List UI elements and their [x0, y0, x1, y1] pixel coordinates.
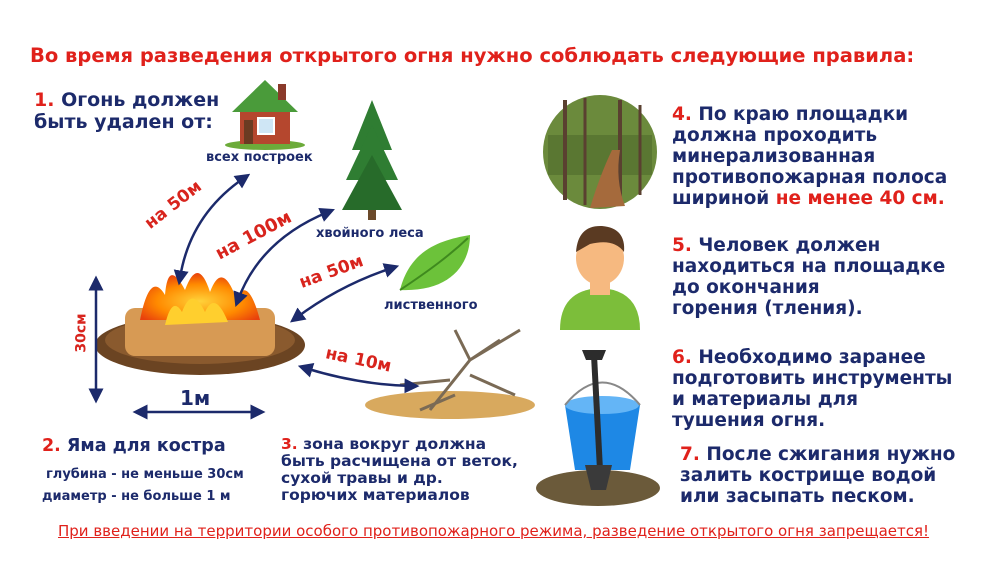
house-icon: [225, 80, 305, 150]
rule-6-line3: и материалы для: [672, 389, 859, 410]
rule-4-line5: шириной: [672, 188, 770, 209]
bucket-shovel-icon: [536, 350, 660, 506]
distance-conifer: на 100м: [211, 206, 296, 265]
rule-6-line4: тушения огня.: [672, 410, 826, 431]
rule-4-line3: минерализованная: [672, 146, 876, 167]
rule-2-diameter: диаметр - не больше 1 м: [42, 489, 231, 504]
rule-1-line2: быть удален от:: [34, 111, 213, 133]
label-conifer-forest: хвойного леса: [316, 226, 424, 241]
rule-4-line1: По краю площадки: [698, 104, 909, 125]
page-title: Во время разведения открытого огня нужно соблюдать следующие правила:: [30, 44, 915, 67]
rule-5-number: 5.: [672, 235, 692, 256]
rule-7-line2: залить кострище водой: [680, 465, 937, 486]
rule-5: [672, 235, 945, 319]
distance-deciduous: на 50м: [296, 251, 367, 293]
rule-6: [672, 347, 952, 431]
rule-5-line4: горения (тления).: [672, 298, 863, 319]
distance-arrows: [96, 178, 412, 412]
rule-4-line4: противопожарная полоса: [672, 167, 948, 188]
rule-3-line2: быть расчищена от веток,: [281, 452, 518, 470]
rule-5-line2: находиться на площадке: [672, 256, 946, 277]
rule-7-line3: или засыпать песком.: [680, 486, 915, 507]
rule-3-line3: сухой травы и др.: [281, 469, 443, 487]
distance-debris: на 10м: [323, 343, 394, 377]
rule-5-line1: Человек должен: [698, 235, 881, 256]
rule-1-line1: Огонь должен: [61, 89, 220, 111]
rule-2: [42, 436, 244, 508]
leaf-icon: [400, 235, 470, 290]
rule-3: [281, 436, 518, 504]
label-buildings: всех построек: [206, 150, 313, 165]
rule-3-number: 3.: [281, 435, 298, 453]
rule-1-number: 1.: [34, 89, 55, 111]
rule-2-heading: Яма для костра: [66, 436, 226, 456]
rule-2-depth: глубина - не меньше 30см: [46, 467, 244, 482]
rule-6-line2: подготовить инструменты: [672, 368, 953, 389]
branches-icon: [365, 330, 535, 419]
rule-4-line2: должна проходить: [672, 125, 878, 146]
rule-2-number: 2.: [42, 436, 61, 456]
rule-4: [672, 104, 947, 209]
forest-path-image: [543, 95, 657, 209]
fire-pit-icon: [95, 273, 305, 375]
rule-4-width-highlight: не менее 40 см.: [775, 188, 945, 209]
rule-6-number: 6.: [672, 347, 692, 368]
rule-3-line1: зона вокруг должна: [303, 435, 487, 453]
conifer-tree-icon: [342, 100, 402, 220]
rule-7: [680, 444, 955, 507]
rule-7-number: 7.: [680, 444, 700, 465]
rule-3-line4: горючих материалов: [281, 486, 470, 504]
label-deciduous-forest: лиственного: [384, 298, 478, 313]
rule-4-number: 4.: [672, 104, 692, 125]
person-icon: [560, 226, 640, 330]
rule-7-line1: После сжигания нужно: [706, 444, 956, 465]
pit-diameter-label: 1м: [180, 386, 211, 410]
rule-5-line3: до окончания: [672, 277, 820, 298]
footer-warning: При введении на территории особого противопожарного режима, разведение открытого огня запрещается!: [58, 522, 930, 540]
rule-6-line1: Необходимо заранее: [698, 347, 926, 368]
pit-depth-label: 30см: [73, 313, 90, 353]
distance-buildings: на 50м: [140, 176, 206, 234]
